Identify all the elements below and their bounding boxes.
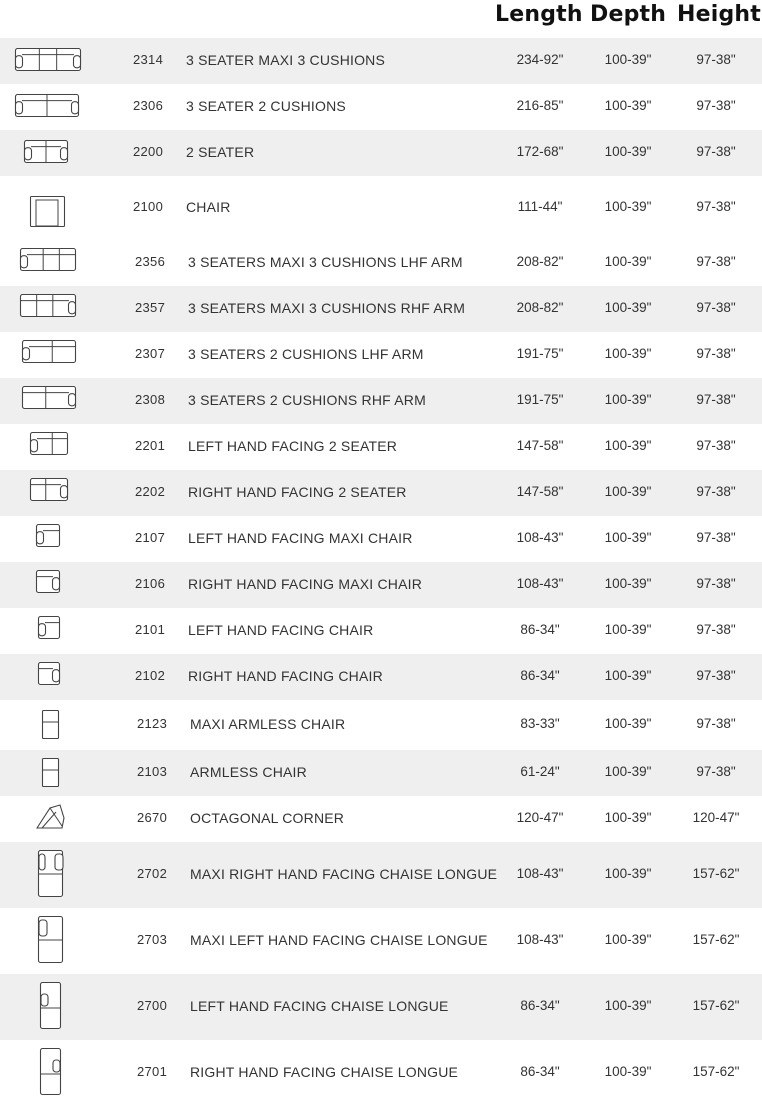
chaise-lhf-icon xyxy=(40,982,62,1030)
length-header: Length xyxy=(495,2,583,27)
product-description: LEFT HAND FACING 2 SEATER xyxy=(188,438,398,454)
chair-lhf-icon xyxy=(38,616,61,639)
product-code: 2307 xyxy=(135,346,166,361)
height-value: 97-38" xyxy=(696,346,736,361)
length-value: 108-43" xyxy=(516,576,564,591)
product-code: 2702 xyxy=(137,866,168,881)
height-value: 97-38" xyxy=(696,484,736,499)
height-value: 157-62" xyxy=(692,932,740,947)
table-row xyxy=(0,1040,762,1106)
length-value: 120-47" xyxy=(516,810,564,825)
height-value: 97-38" xyxy=(696,52,736,67)
height-value: 97-38" xyxy=(696,438,736,453)
length-value: 86-34" xyxy=(520,668,560,683)
length-value: 108-43" xyxy=(516,932,564,947)
depth-value: 100-39" xyxy=(604,346,652,361)
height-value: 97-38" xyxy=(696,764,736,779)
table-row xyxy=(0,700,762,750)
height-value: 97-38" xyxy=(696,300,736,315)
height-value: 97-38" xyxy=(696,392,736,407)
table-row xyxy=(0,130,762,176)
product-code: 2100 xyxy=(133,199,164,214)
product-description: MAXI RIGHT HAND FACING CHAISE LONGUE xyxy=(190,866,498,882)
table-row xyxy=(0,240,762,286)
depth-header: Depth xyxy=(590,2,667,27)
height-header: Height xyxy=(677,2,762,27)
depth-value: 100-39" xyxy=(604,392,652,407)
table-row xyxy=(0,796,762,842)
depth-value: 100-39" xyxy=(604,98,652,113)
height-value: 97-38" xyxy=(696,622,736,637)
height-value: 157-62" xyxy=(692,1064,740,1079)
table-row xyxy=(0,974,762,1040)
height-value: 97-38" xyxy=(696,668,736,683)
depth-value: 100-39" xyxy=(604,1064,652,1079)
depth-value: 100-39" xyxy=(604,300,652,315)
length-value: 216-85" xyxy=(516,98,564,113)
length-value: 108-43" xyxy=(516,866,564,881)
product-code: 2357 xyxy=(135,300,166,315)
product-code: 2102 xyxy=(135,668,166,683)
sofa-2-cushion-lhf-icon xyxy=(22,340,77,363)
product-description: MAXI ARMLESS CHAIR xyxy=(190,716,346,732)
depth-value: 100-39" xyxy=(604,668,652,683)
product-code: 2306 xyxy=(133,98,164,113)
product-code: 2200 xyxy=(133,144,164,159)
table-row xyxy=(0,908,762,974)
sofa-2-seat-icon xyxy=(24,140,69,163)
product-description: 3 SEATERS MAXI 3 CUSHIONS LHF ARM xyxy=(188,254,463,270)
depth-value: 100-39" xyxy=(604,932,652,947)
product-description: RIGHT HAND FACING MAXI CHAIR xyxy=(188,576,423,592)
table-row xyxy=(0,470,762,516)
depth-value: 100-39" xyxy=(604,998,652,1013)
height-value: 97-38" xyxy=(696,254,736,269)
table-row xyxy=(0,842,762,908)
height-value: 157-62" xyxy=(692,866,740,881)
sofa-3-cushion-lhf-icon xyxy=(20,248,77,271)
product-description: MAXI LEFT HAND FACING CHAISE LONGUE xyxy=(190,932,488,948)
height-value: 97-38" xyxy=(696,144,736,159)
octagonal-corner-icon xyxy=(36,804,66,830)
sofa-3-cushion-rhf-icon xyxy=(20,294,77,317)
height-value: 97-38" xyxy=(696,199,736,214)
length-value: 147-58" xyxy=(516,484,564,499)
table-row xyxy=(0,286,762,332)
product-description: RIGHT HAND FACING 2 SEATER xyxy=(188,484,407,500)
maxi-armless-chair-icon xyxy=(42,710,60,740)
product-description: RIGHT HAND FACING CHAISE LONGUE xyxy=(190,1064,459,1080)
maxi-chaise-rhf-icon xyxy=(38,850,64,898)
depth-value: 100-39" xyxy=(604,576,652,591)
depth-value: 100-39" xyxy=(604,254,652,269)
product-description: 3 SEATERS MAXI 3 CUSHIONS RHF ARM xyxy=(188,300,466,316)
depth-value: 100-39" xyxy=(604,764,652,779)
table-row xyxy=(0,750,762,796)
product-description: 3 SEATERS 2 CUSHIONS LHF ARM xyxy=(188,346,424,362)
length-value: 172-68" xyxy=(516,144,564,159)
height-value: 97-38" xyxy=(696,576,736,591)
table-row xyxy=(0,378,762,424)
length-value: 61-24" xyxy=(520,764,560,779)
length-value: 86-34" xyxy=(520,998,560,1013)
depth-value: 100-39" xyxy=(604,810,652,825)
table-row xyxy=(0,562,762,608)
product-code: 2101 xyxy=(135,622,166,637)
product-description: 3 SEATERS 2 CUSHIONS RHF ARM xyxy=(188,392,426,408)
depth-value: 100-39" xyxy=(604,438,652,453)
product-description: LEFT HAND FACING CHAISE LONGUE xyxy=(190,998,449,1014)
product-description: ARMLESS CHAIR xyxy=(190,764,307,780)
product-description: OCTAGONAL CORNER xyxy=(190,810,345,826)
table-row xyxy=(0,176,762,240)
depth-value: 100-39" xyxy=(604,144,652,159)
length-value: 108-43" xyxy=(516,530,564,545)
maxi-chair-lhf-icon xyxy=(36,524,61,547)
depth-value: 100-39" xyxy=(604,530,652,545)
chair-rhf-icon xyxy=(38,662,61,685)
product-description: 3 SEATER MAXI 3 CUSHIONS xyxy=(186,52,386,68)
depth-value: 100-39" xyxy=(604,52,652,67)
product-code: 2123 xyxy=(137,716,168,731)
length-value: 83-33" xyxy=(520,716,560,731)
chaise-rhf-icon xyxy=(40,1048,62,1096)
sofa-2-seat-lhf-icon xyxy=(30,432,69,455)
height-value: 97-38" xyxy=(696,98,736,113)
product-code: 2107 xyxy=(135,530,166,545)
height-value: 97-38" xyxy=(696,530,736,545)
product-code: 2106 xyxy=(135,576,166,591)
product-description: 3 SEATER 2 CUSHIONS xyxy=(186,98,346,114)
length-value: 208-82" xyxy=(516,254,564,269)
height-value: 157-62" xyxy=(692,998,740,1013)
table-row xyxy=(0,654,762,700)
length-value: 208-82" xyxy=(516,300,564,315)
product-code: 2356 xyxy=(135,254,166,269)
sofa-3-seat-3-cushion-icon xyxy=(15,48,82,71)
length-value: 191-75" xyxy=(516,392,564,407)
maxi-chaise-lhf-icon xyxy=(38,916,64,964)
table-row xyxy=(0,38,762,84)
maxi-chair-rhf-icon xyxy=(36,570,61,593)
sofa-2-cushion-rhf-icon xyxy=(22,386,77,409)
depth-value: 100-39" xyxy=(604,199,652,214)
table-row xyxy=(0,608,762,654)
product-description: RIGHT HAND FACING CHAIR xyxy=(188,668,383,684)
sofa-2-seat-rhf-icon xyxy=(30,478,69,501)
product-code: 2701 xyxy=(137,1064,168,1079)
product-code: 2202 xyxy=(135,484,166,499)
chair-icon xyxy=(30,196,66,228)
product-code: 2670 xyxy=(137,810,168,825)
length-value: 147-58" xyxy=(516,438,564,453)
product-code: 2314 xyxy=(133,52,164,67)
table-row xyxy=(0,332,762,378)
armless-chair-icon xyxy=(42,758,60,788)
table-row xyxy=(0,516,762,562)
product-code: 2703 xyxy=(137,932,168,947)
length-value: 86-34" xyxy=(520,622,560,637)
product-code: 2308 xyxy=(135,392,166,407)
depth-value: 100-39" xyxy=(604,622,652,637)
table-row xyxy=(0,84,762,130)
product-code: 2103 xyxy=(137,764,168,779)
depth-value: 100-39" xyxy=(604,866,652,881)
height-value: 120-47" xyxy=(692,810,740,825)
length-value: 191-75" xyxy=(516,346,564,361)
product-description: LEFT HAND FACING MAXI CHAIR xyxy=(188,530,413,546)
length-value: 234-92" xyxy=(516,52,564,67)
product-code: 2700 xyxy=(137,998,168,1013)
product-description: LEFT HAND FACING CHAIR xyxy=(188,622,374,638)
height-value: 97-38" xyxy=(696,716,736,731)
product-description: CHAIR xyxy=(186,199,231,215)
product-description: 2 SEATER xyxy=(186,144,255,160)
length-value: 86-34" xyxy=(520,1064,560,1079)
depth-value: 100-39" xyxy=(604,716,652,731)
length-value: 111-44" xyxy=(517,199,563,214)
depth-value: 100-39" xyxy=(604,484,652,499)
product-code: 2201 xyxy=(135,438,166,453)
table-row xyxy=(0,424,762,470)
sofa-3-seat-2-cushion-icon xyxy=(15,94,80,117)
table-header xyxy=(0,0,762,38)
